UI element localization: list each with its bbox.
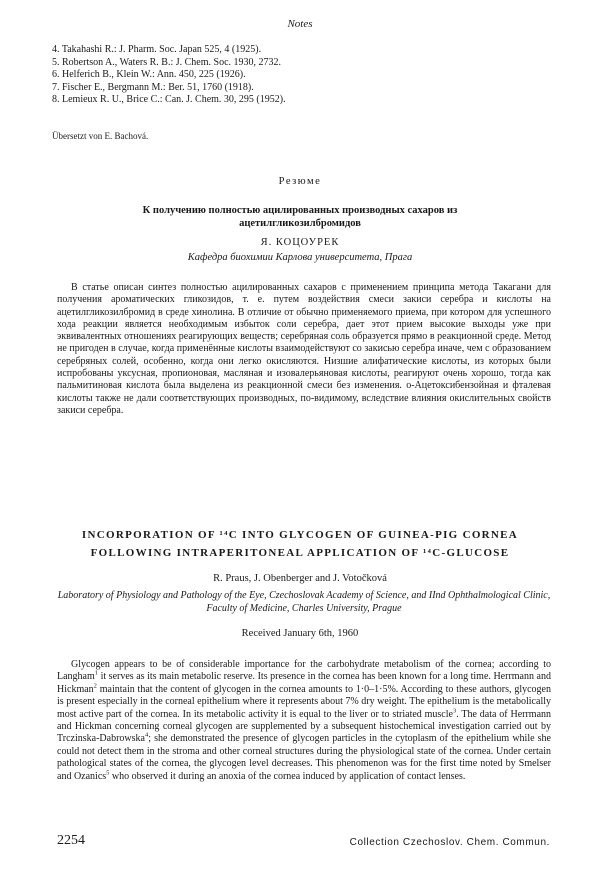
resume-heading: Резюме xyxy=(278,176,322,187)
article-affiliation: Laboratory of Physiology and Pathology of the Eye, Czechoslovak Academy of Science, and IInd Ophthalmological Clinic, Faculty of Medicine, Charles University, Prague xyxy=(57,590,551,614)
body-text: . The data of Herrmann and Hickman concerning corneal glycogen are supplemented by a subsequent histochemical investigation carried out by Trczinska-Dabrowska xyxy=(57,708,552,745)
translator-note: Übersetzt von E. Bachová. xyxy=(52,131,149,141)
resume-author: Я. КОЦОУРЕК xyxy=(260,237,340,248)
resume-title: К получению полностью ацилированных производных сахаров из ацетилгликозилбромидов xyxy=(142,205,458,229)
citation-marker: 2 xyxy=(93,682,97,690)
reference-item: 8. Lemieux R. U., Brice C.: Can. J. Chem. 30, 295 (1952). xyxy=(52,94,286,105)
citation-marker: 5 xyxy=(106,769,110,777)
reference-item: 6. Helferich B., Klein W.: Ann. 450, 225 (1926). xyxy=(52,69,246,80)
article-title-line: INCORPORATION OF ¹⁴C INTO GLYCOGEN OF GUINEA-PIG CORNEA xyxy=(81,529,519,541)
article-title xyxy=(0,526,600,562)
citation-marker: 1 xyxy=(94,670,99,678)
running-head: Notes xyxy=(287,18,313,30)
citation-marker: 3 xyxy=(452,707,457,715)
reference-item: 5. Robertson A., Waters R. B.: J. Chem. Soc. 1930, 2732. xyxy=(52,56,282,68)
citation-marker: 4 xyxy=(144,732,149,740)
article-body xyxy=(57,659,551,783)
body-text: Glycogen appears to be of considerable importance for the carbohydrate metabolism of the cornea; according to Langham xyxy=(57,659,551,683)
page-number: 2254 xyxy=(57,833,85,848)
reference-list xyxy=(52,44,552,107)
resume-affiliation: Кафедра биохимии Карлова университета, Прага xyxy=(187,252,413,263)
body-text: ; she demonstrated the presence of glycogen particles in the cytoplasm of the epithelium while she could not detect them in the stroma and other corneal structures during the physiological state of the cornea. Under certain pathological states of the cornea, the glycogen level decreases. This phenomenon was for the first time noted by Smelser and Ozanics xyxy=(57,733,551,782)
article-authors: R. Praus, J. Obenberger and J. Votočková xyxy=(213,573,387,584)
reference-item: 7. Fischer E., Bergmann M.: Ber. 51, 1760 (1918). xyxy=(52,81,254,93)
received-date: Received January 6th, 1960 xyxy=(241,628,359,639)
resume-body: В статье описан синтез полностью ацилированных сахаров с применением принципа метода Такагани для получения ароматических гликозидов, т. е. путем воздействия смеси закиси серебра и кислоты на ацетилгликозилбромид в среде хинолина. В отличие от обычно применяемого приема, при котором для успешного хода реакции является необходимым избыток соли серебра, дает этот прием высокие выходы уже при эквивалентных отношениях реагирующих веществ; серебряная соль образуется прямо в реакционной среде. Метод не пригоден в случае, когда применённые кислоты взаимодействуют со закисью серебра иначе, чем с образованием серебряных солей, особенно, когда они легко окисляются. Низшие алифатические кислоты, из которых были испробованы уксусная, пропионовая, масляная и изовалерьяновая кислоты, реагируют очень хорошо, тогда как пальмитиновая кислота была выделена из реакционной смеси без изменения. o-Ацетоксибензойная и фталевая кислоты также не дали соответствующих производных, по-видимому, вследствие влияния окислительных свойств закиси серебра. xyxy=(57,282,551,416)
reference-item: 4. Takahashi R.: J. Pharm. Soc. Japan 525, 4 (1925). xyxy=(52,44,262,55)
body-text: maintain that the content of glycogen in the cornea amounts to 1·0–1·5%. According to these authors, glycogen is present especially in the corneal epithelium where it represents about 7% dry weight. The epithelium is the metabolically most active part of the cornea. In its metabolic activity it is equal to the liver or to striated muscle xyxy=(57,683,551,720)
body-text: it serves as its main metabolic reserve. Its presence in the cornea has been known for a long time. Herrmann and Hickman xyxy=(57,671,551,695)
article-title-line: FOLLOWING INTRAPERITONEAL APPLICATION OF ¹⁴C-GLUCOSE xyxy=(90,547,510,559)
body-text: who observed it during an anoxia of the cornea induced by application of contact lenses. xyxy=(109,770,466,782)
journal-name: Collection Czechoslov. Chem. Commun. xyxy=(349,837,550,848)
